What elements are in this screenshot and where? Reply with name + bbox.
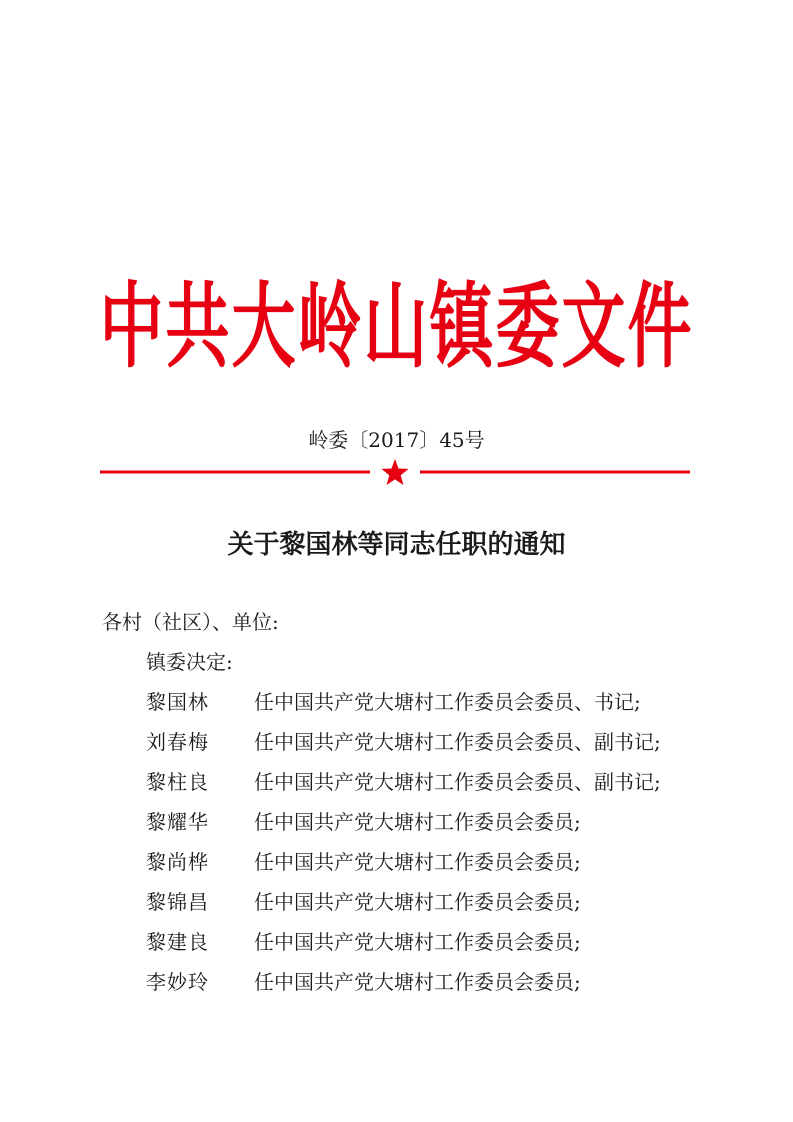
appointee-name: 李妙玲 [146,970,209,994]
notice-title: 关于黎国林等同志任职的通知 [227,530,566,560]
appointment-row [146,728,706,768]
appointee-position: 任中国共产党大塘村工作委员会委员; [254,890,581,914]
appointment-list [146,688,706,1008]
appointee-position: 任中国共产党大塘村工作委员会委员; [254,810,581,834]
star-icon [381,459,408,485]
appointee-position: 任中国共产党大塘村工作委员会委员、书记; [254,690,641,714]
appointee-position: 任中国共产党大塘村工作委员会委员; [254,970,581,994]
appointment-row [146,848,706,888]
appointee-name: 黎柱良 [146,770,209,794]
appointment-row [146,688,706,728]
appointee-name: 黎尚桦 [146,850,209,874]
masthead-title: 中共大岭山镇委文件 [99,274,694,382]
red-divider [100,458,690,488]
appointee-position: 任中国共产党大塘村工作委员会委员; [254,850,581,874]
appointee-position: 任中国共产党大塘村工作委员会委员、副书记; [254,770,661,794]
appointee-name: 黎国林 [146,690,209,714]
appointee-position: 任中国共产党大塘村工作委员会委员; [254,930,581,954]
appointee-position: 任中国共产党大塘村工作委员会委员、副书记; [254,730,661,754]
document-number: 岭委〔2017〕45号 [308,428,485,452]
appointment-row [146,968,706,1008]
decision-intro: 镇委决定: [146,650,233,674]
appointment-row [146,888,706,928]
appointee-name: 黎锦昌 [146,890,209,914]
appointee-name: 刘春梅 [146,730,209,754]
appointee-name: 黎耀华 [146,810,209,834]
appointee-name: 黎建良 [146,930,209,954]
appointment-row [146,808,706,848]
appointment-row [146,928,706,968]
salutation: 各村（社区）、单位: [102,610,279,634]
appointment-row [146,768,706,808]
masthead [0,268,793,388]
